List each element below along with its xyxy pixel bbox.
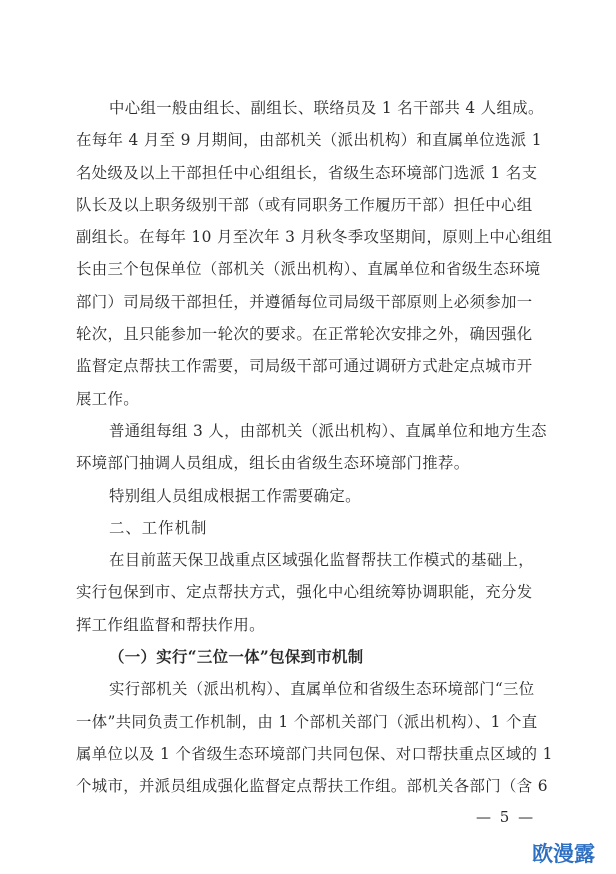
text-line: 展工作。 — [76, 389, 139, 408]
text-line: 在每年 4 月至 9 月期间，由部机关（派出机构）和直属单位选派 1 — [76, 131, 542, 150]
text-line: 长由三个包保单位（部机关（派出机构）、直属单位和省级生态环境 — [76, 260, 541, 279]
text-line: 队长及以上职务级别干部（或有同职务工作履历干部）担任中心组 — [76, 195, 533, 214]
heading-text: （一）实行“三位一体”包保到市机制 — [109, 648, 364, 667]
text-line: 个城市，并派员组成强化监督定点帮扶工作组。部机关各部门（含 6 — [76, 777, 548, 796]
page-number: — 5 — — [476, 808, 536, 826]
paragraph-ordinary-group — [76, 415, 547, 480]
text-line: 部门）司局级干部担任，并遵循每位司局级干部原则上必须参加一 — [76, 292, 533, 311]
text-line: 特别组人员组成根据工作需要确定。 — [109, 486, 361, 505]
text-line: 监督定点帮扶工作需要，司局级干部可通过调研方式赴定点城市开 — [76, 357, 533, 376]
text-line: 名处级及以上干部担任中心组组长，省级生态环境部门选派 1 名支 — [76, 163, 538, 182]
text-line: 一体”共同负责工作机制，由 1 个部机关部门（派出机构）、1 个直 — [76, 712, 538, 731]
paragraph-mechanism-intro — [76, 544, 544, 641]
document-body — [76, 92, 553, 803]
text-line: 副组长。在每年 10 月至次年 3 月秋冬季攻坚期间，原则上中心组组 — [76, 228, 553, 247]
paragraph-special-group — [76, 480, 544, 512]
text-line: 在目前蓝天保卫战重点区域强化监督帮扶工作模式的基础上， — [109, 551, 534, 570]
heading-text: 二、工作机制 — [109, 518, 208, 537]
subsection-heading-three-in-one — [76, 641, 544, 673]
paragraph-center-group-composition — [76, 92, 553, 415]
paragraph-three-in-one-mechanism — [76, 673, 553, 802]
text-line: 普通组每组 3 人，由部机关（派出机构）、直属单位和地方生态 — [109, 421, 547, 440]
watermark-logo: 欧漫露 — [532, 842, 595, 866]
text-line: 属单位以及 1 个省级生态环境部门共同包保、对口帮扶重点区域的 1 — [76, 744, 553, 763]
text-line: 中心组一般由组长、副组长、联络员及 1 名干部共 4 人组成。 — [109, 99, 544, 117]
text-line: 挥工作组监督和帮扶作用。 — [76, 615, 265, 634]
text-line: 实行包保到市、定点帮扶方式，强化中心组统筹协调职能，充分发 — [76, 583, 533, 602]
text-line: 环境部门抽调人员组成，组长由省级生态环境部门推荐。 — [76, 454, 470, 473]
section-heading-work-mechanism — [76, 512, 544, 544]
text-line: 轮次，且只能参加一轮次的要求。在正常轮次安排之外，确因强化 — [76, 325, 533, 344]
text-line: 实行部机关（派出机构）、直属单位和省级生态环境部门“三位 — [109, 680, 535, 699]
